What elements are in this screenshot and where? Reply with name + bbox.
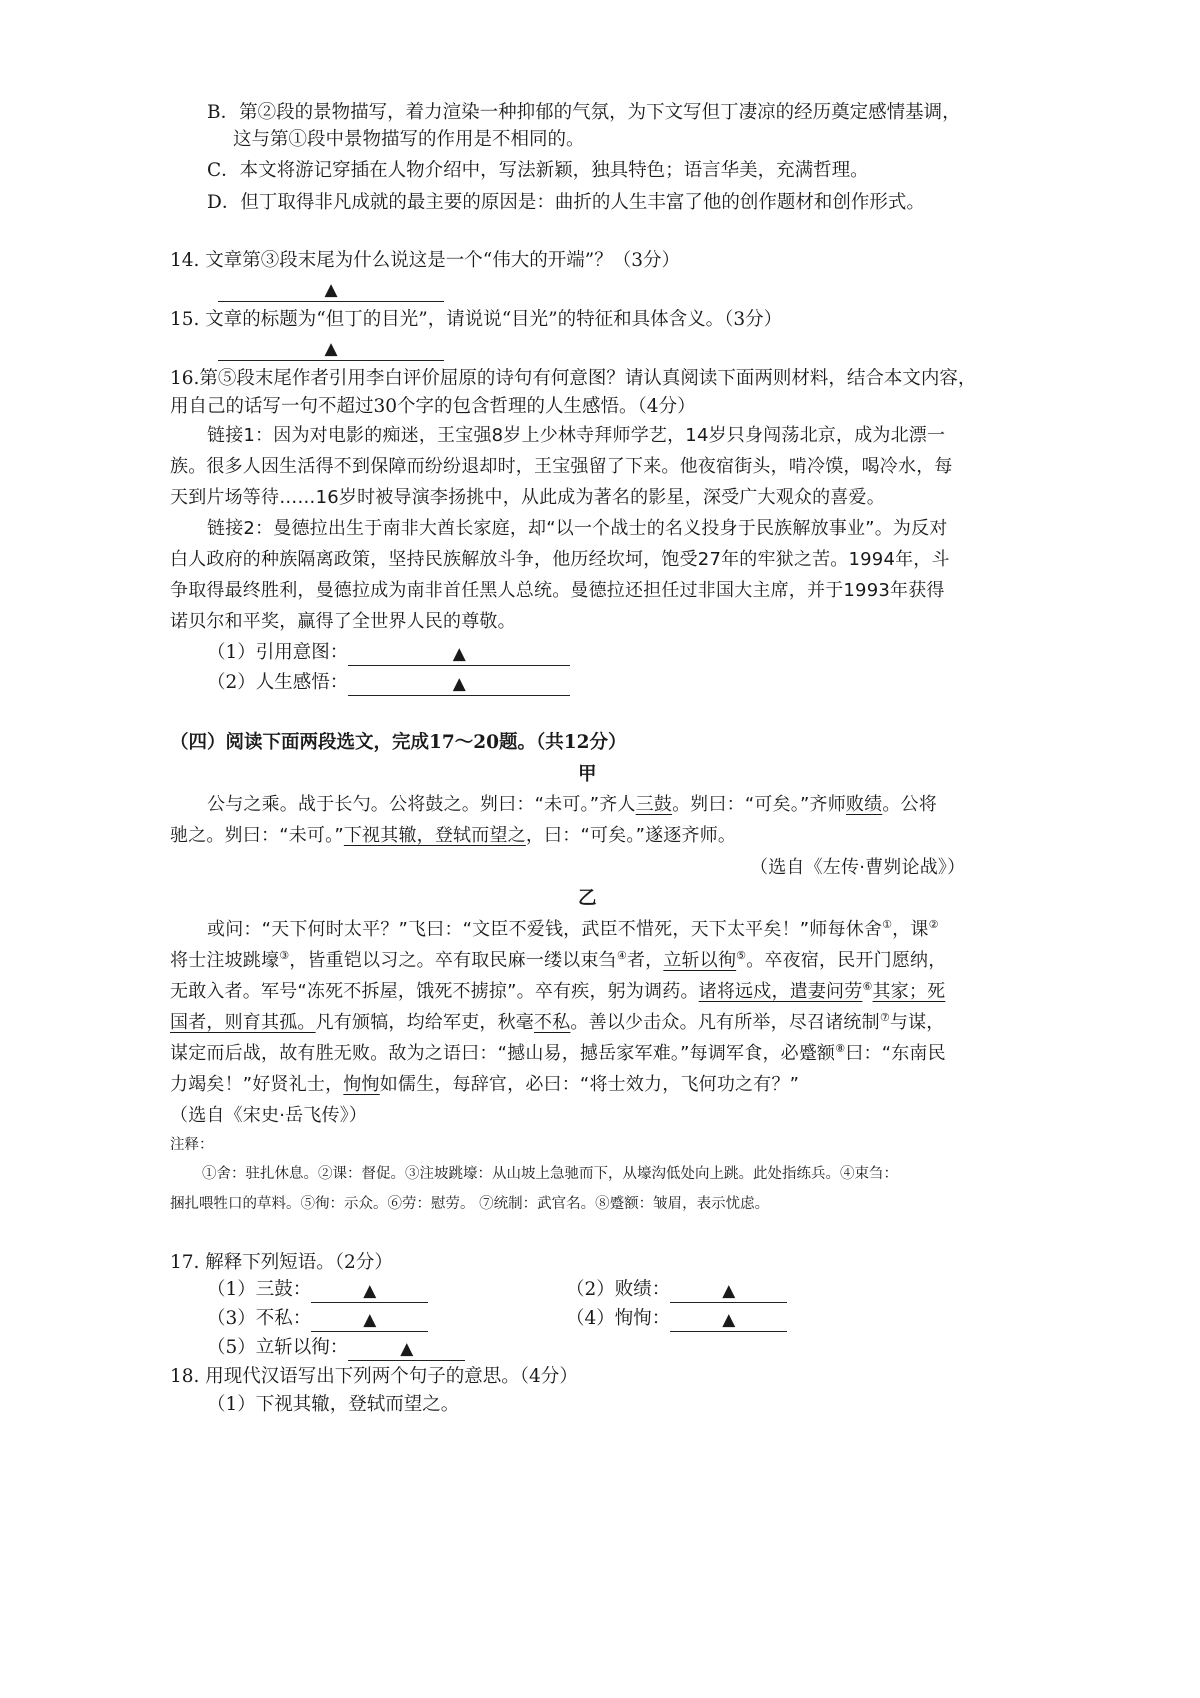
- yi-text: 。卒夜宿，民开门愿纳，: [746, 950, 947, 971]
- q16-sub2-label: （2）人生感悟：: [207, 672, 349, 693]
- triangle-marker-icon: ▲: [722, 1310, 736, 1330]
- option-b-line2: 这与第①段中景物描写的作用是不相同的。: [233, 129, 585, 150]
- jia-line1: [207, 792, 937, 818]
- link2-line1: 链接2：曼德拉出生于南非大酋长家庭，却“以一个战士的名义投身于民族解放事业”。为反对: [207, 518, 948, 539]
- yi-text: 无敢入者。军号“冻死不拆屋，饿死不掳掠”。卒有疾，躬为调药。: [170, 981, 699, 1002]
- yi-underlined-sentence-part1: 诸将远戍，遣妻问劳: [698, 981, 863, 1002]
- note-ref: ①: [882, 918, 893, 931]
- note-ref: ④: [616, 949, 627, 962]
- q16-sub1: [207, 640, 570, 666]
- answer-blank-17-2[interactable]: [670, 1280, 787, 1303]
- jia-underlined-sangu: 三鼓: [635, 794, 673, 815]
- triangle-marker-icon: ▲: [452, 644, 466, 664]
- q17-item3-label: （3）不私：: [207, 1308, 312, 1329]
- answer-blank-16-1[interactable]: [348, 643, 570, 666]
- notes-label: 注释：: [170, 1137, 214, 1153]
- triangle-marker-icon: ▲: [722, 1281, 736, 1301]
- jia-text: 驰之。刿曰：“未可。”: [170, 825, 344, 846]
- q17-item3: [207, 1306, 428, 1332]
- option-d: D．但丁取得非凡成就的最主要的原因是：曲折的人生丰富了他的创作题材和创作形式。: [207, 192, 925, 213]
- jia-text: ，曰：“可矣。”遂逐齐师。: [525, 825, 737, 846]
- yi-line5: [170, 1041, 946, 1067]
- jia-line2: [170, 823, 736, 849]
- section-4-heading: （四）阅读下面两段选文，完成17～20题。（共12分）: [170, 732, 627, 753]
- triangle-marker-icon: ▲: [324, 339, 338, 359]
- yi-text: 凡有颁犒，均给军吏，秋毫: [315, 1012, 535, 1033]
- triangle-marker-icon: ▲: [363, 1281, 377, 1301]
- question-18-sub1: （1）下视其辙，登轼而望之。: [207, 1394, 460, 1415]
- option-b-line1: B．第②段的景物描写，着力渲染一种抑郁的气氛，为下文写但丁凄凉的经历奠定感情基调，: [207, 102, 961, 123]
- q16-sub1-label: （1）引用意图：: [207, 642, 349, 663]
- question-16-line2: 用自己的话写一句不超过30个字的包含哲理的人生感悟。（4分）: [170, 396, 696, 417]
- yi-text: 谋定而后战，故有胜无败。敌为之语曰：“撼山易，撼岳家军难。”每调军食，必蹙额: [170, 1043, 836, 1064]
- yi-text: 。善以少击众。凡有所举，尽召诸统制: [570, 1012, 880, 1033]
- yi-text: 如儒生，每辞官，必曰：“将士效力，飞何功之有？”: [379, 1074, 800, 1095]
- jia-text: 。公将: [882, 794, 937, 815]
- yi-line4: [170, 1010, 945, 1036]
- yi-underlined-xunxun: 恂恂: [343, 1074, 380, 1095]
- q17-item1-label: （1）三鼓：: [207, 1279, 312, 1300]
- question-15: 15. 文章的标题为“但丁的目光”，请说说“目光”的特征和具体含义。（3分）: [170, 309, 783, 330]
- note-ref: ③: [279, 949, 290, 962]
- link2-line4: 诺贝尔和平奖，赢得了全世界人民的尊敬。: [170, 611, 516, 632]
- yi-line6: [170, 1072, 799, 1098]
- yi-line2: [170, 948, 946, 974]
- yi-underlined-sentence-part3: 国者，则育其孤。: [170, 1012, 316, 1033]
- note-ref: ⑧: [835, 1042, 846, 1055]
- yi-text: ，皆重铠以习之。卒有取民麻一缕以束刍: [289, 950, 617, 971]
- yi-text: 者，: [626, 950, 664, 971]
- notes-line1: ①舍：驻扎休息。②课：督促。③注坡跳壕：从山坡上急驰而下，从壕沟低处向上跳。此处指练兵。④束刍：: [202, 1166, 898, 1182]
- triangle-marker-icon: ▲: [452, 674, 466, 694]
- answer-blank-17-5[interactable]: [348, 1338, 465, 1361]
- triangle-marker-icon: ▲: [324, 280, 338, 300]
- yi-text: 力竭矣！”好贤礼士，: [170, 1074, 344, 1095]
- yi-underlined-lizhan: 立斩以徇: [663, 950, 737, 971]
- q17-item2: [566, 1277, 787, 1303]
- yi-underlined-busi: 不私: [534, 1012, 571, 1033]
- q16-sub2: [207, 670, 570, 696]
- answer-blank-17-4[interactable]: [670, 1309, 787, 1332]
- jia-text: 。刿曰：“可矣。”齐师: [672, 794, 846, 815]
- answer-blank-17-3[interactable]: [311, 1309, 428, 1332]
- q17-item1: [207, 1277, 428, 1303]
- answer-blank-17-1[interactable]: [311, 1280, 428, 1303]
- q17-item5-label: （5）立斩以徇：: [207, 1337, 349, 1358]
- jia-source: （选自《左传·曹刿论战》）: [750, 857, 966, 878]
- passage-jia-title: 甲: [578, 764, 597, 785]
- question-14: 14. 文章第③段末尾为什么说这是一个“伟大的开端”？（3分）: [170, 250, 680, 271]
- answer-blank-14[interactable]: [218, 276, 444, 302]
- link1-line1: 链接1：因为对电影的痴迷，王宝强8岁上少林寺拜师学艺，14岁只身闯荡北京，成为北漂一: [207, 425, 946, 446]
- note-ref: ⑤: [736, 949, 747, 962]
- q17-item4: [566, 1306, 787, 1332]
- yi-text: 或问：“天下何时太平？”飞曰：“文臣不爱钱，武臣不惜死，天下太平矣！”师每休舍: [207, 919, 883, 940]
- q17-item4-label: （4）恂恂：: [566, 1308, 671, 1329]
- option-c: C．本文将游记穿插在人物介绍中，写法新颖，独具特色；语言华美，充满哲理。: [207, 160, 869, 181]
- passage-yi-title: 乙: [578, 888, 597, 909]
- yi-text: ，课: [892, 919, 929, 940]
- note-ref: ⑦: [879, 1011, 890, 1024]
- yi-line1: [207, 917, 939, 943]
- link1-line3: 天到片场等待……16岁时被导演李扬挑中，从此成为著名的影星，深受广大观众的喜爱。: [170, 487, 885, 508]
- yi-text: 将士注坡跳壕: [170, 950, 280, 971]
- jia-text: 公与之乘。战于长勺。公将鼓之。刿曰：“未可。”齐人: [207, 794, 636, 815]
- triangle-marker-icon: ▲: [363, 1310, 377, 1330]
- q17-item5: [207, 1335, 465, 1361]
- yi-line3: [170, 979, 945, 1005]
- answer-blank-15[interactable]: [218, 335, 444, 361]
- link2-line2: 白人政府的种族隔离政策，坚持民族解放斗争，他历经坎坷，饱受27年的牢狱之苦。1994年，斗: [170, 549, 950, 570]
- jia-underlined-baiji: 败绩: [845, 794, 883, 815]
- q17-item2-label: （2）败绩：: [566, 1279, 671, 1300]
- notes-line2: 捆扎喂牲口的草料。⑤徇：示众。⑥劳：慰劳。 ⑦统制：武官名。⑧蹙额：皱眉，表示忧虑。: [170, 1196, 770, 1212]
- link1-line2: 族。很多人因生活得不到保障而纷纷退却时，王宝强留了下来。他夜宿街头，啃冷馍，喝冷水，每: [170, 456, 953, 477]
- yi-underlined-sentence-part2: 其家；死: [872, 981, 946, 1002]
- question-16-line1: 16.第⑤段末尾作者引用李白评价屈原的诗句有何意图？请认真阅读下面两则材料，结合本文内容，: [170, 368, 977, 389]
- yi-text: 曰：“东南民: [845, 1043, 946, 1064]
- link2-line3: 争取得最终胜利，曼德拉成为南非首任黑人总统。曼德拉还担任过非国大主席，并于1993年获得: [170, 580, 945, 601]
- answer-blank-16-2[interactable]: [348, 673, 570, 696]
- yi-text: 与谋，: [889, 1012, 945, 1033]
- jia-underlined-sentence: 下视其辙，登轼而望之: [343, 825, 526, 846]
- triangle-marker-icon: ▲: [400, 1339, 414, 1359]
- yi-source: （选自《宋史·岳飞传》）: [170, 1105, 368, 1126]
- note-ref: ②: [928, 918, 939, 931]
- question-17: 17. 解释下列短语。（2分）: [170, 1252, 393, 1273]
- question-18: 18. 用现代汉语写出下列两个句子的意思。（4分）: [170, 1366, 578, 1387]
- note-ref: ⑥: [862, 980, 873, 993]
